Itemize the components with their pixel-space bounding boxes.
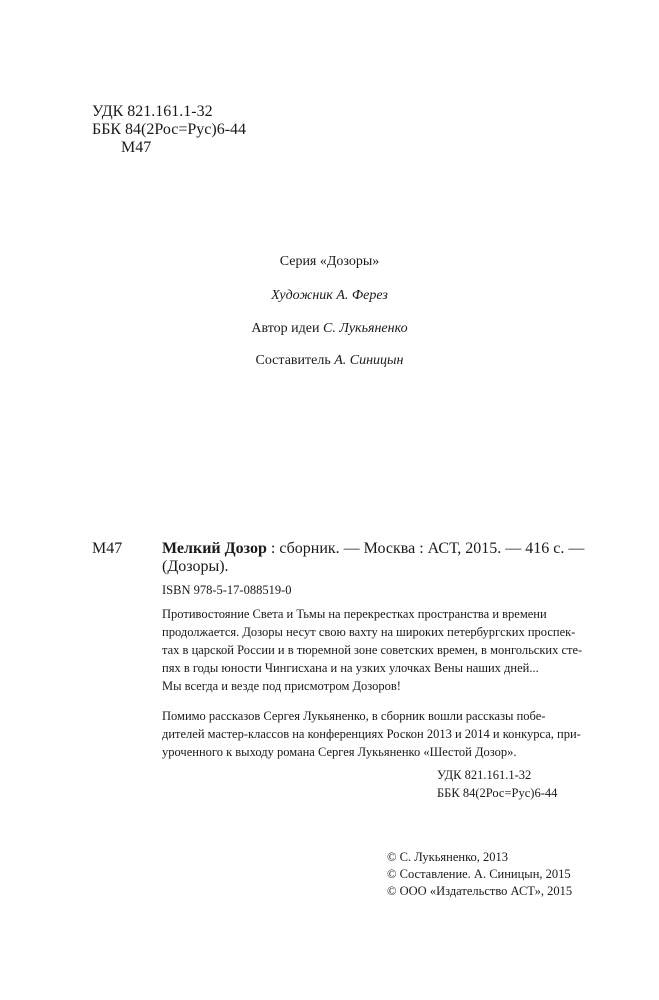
artist-label: Художник	[271, 288, 337, 303]
paragraph-line: пях в годы юности Чингисхана и на узких улочках Вены наших дней...	[162, 661, 539, 675]
idea-author-line	[0, 320, 659, 337]
paragraph-line: Мы всегда и везде под присмотром Дозоров!	[162, 679, 401, 693]
annotation-codes	[437, 766, 557, 802]
paragraph-line: Противостояние Света и Тьмы на перекрестках пространства и времени	[162, 607, 547, 621]
annotation-bbk: ББК 84(2Рос=Рус)6-44	[437, 786, 558, 800]
annotation-paragraph-1	[162, 605, 602, 695]
udk-code: УДК 821.161.1-32	[92, 103, 213, 120]
idea-label: Автор идеи	[251, 321, 324, 336]
annotation-author-mark: М47	[92, 540, 123, 557]
annotation-paragraph-2	[162, 707, 602, 761]
bib-line-1: : сборник. — Москва : АСТ, 2015. — 416 с. —	[266, 540, 585, 557]
paragraph-line: продолжается. Дозоры несут свою вахту на широких петербургских проспек-	[162, 625, 576, 639]
classification-codes	[92, 103, 246, 157]
copyright-line: © ООО «Издательство АСТ», 2015	[387, 884, 573, 898]
compiler-name: А. Синицын	[334, 353, 404, 368]
author-mark: М47	[121, 139, 152, 156]
compiler-line	[0, 352, 659, 369]
isbn: ISBN 978-5-17-088519-0	[162, 583, 292, 597]
annotation-udk: УДК 821.161.1-32	[437, 768, 532, 782]
bbk-code: ББК 84(2Рос=Рус)6-44	[92, 121, 247, 138]
book-title: Мелкий Дозор	[162, 540, 267, 557]
bib-line-2: (Дозоры).	[162, 558, 229, 575]
artist-name: А. Ферез	[336, 288, 388, 303]
paragraph-line: Помимо рассказов Сергея Лукьяненко, в сборник вошли рассказы побе-	[162, 709, 546, 723]
copyright-block	[387, 848, 572, 899]
bibliographic-description	[162, 540, 602, 576]
copyright-line: © Составление. А. Синицын, 2015	[387, 867, 571, 881]
idea-author-name: С. Лукьяненко	[323, 321, 408, 336]
paragraph-line: тах в царской России и в тюремной зоне советских времен, в монгольских сте-	[162, 643, 583, 657]
copyright-line: © С. Лукьяненко, 2013	[387, 850, 509, 864]
paragraph-line: дителей мастер-классов на конференциях Роскон 2013 и 2014 и конкурса, при-	[162, 727, 581, 741]
artist-line	[0, 287, 659, 304]
paragraph-line: уроченного к выходу романа Сергея Лукьяненко «Шестой Дозор».	[162, 745, 517, 759]
series-line: Серия «Дозоры»	[279, 254, 380, 269]
compiler-label: Составитель	[255, 353, 335, 368]
